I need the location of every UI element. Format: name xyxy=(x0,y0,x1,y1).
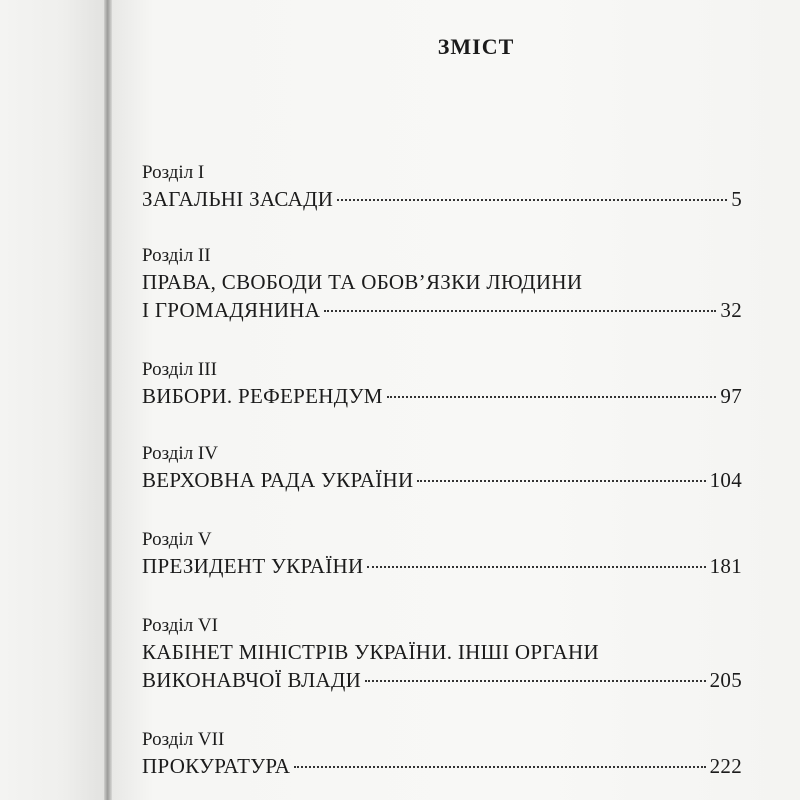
section-title-continued: ВИКОНАВЧОЇ ВЛАДИ xyxy=(142,668,362,692)
dot-leader xyxy=(387,396,717,398)
section-title-continued: І ГРОМАДЯНИНА xyxy=(142,298,321,322)
section-title: ПРОКУРАТУРА xyxy=(142,754,291,778)
section-label: Розділ V xyxy=(142,529,212,550)
section-title: ВИБОРИ. РЕФЕРЕНДУМ xyxy=(142,384,383,408)
toc-entry-line[interactable] xyxy=(142,185,742,213)
section-title: КАБІНЕТ МІНІСТРІВ УКРАЇНИ. ІНШІ ОРГАНИ xyxy=(142,640,599,664)
dot-leader xyxy=(337,199,727,201)
page-number: 205 xyxy=(709,668,742,692)
left-page-margin xyxy=(0,0,104,800)
page-number: 222 xyxy=(709,754,742,778)
toc-entry-line[interactable] xyxy=(142,466,742,494)
section-label: Розділ VI xyxy=(142,615,218,636)
toc-entry-line[interactable] xyxy=(142,382,742,410)
toc-section xyxy=(142,442,742,494)
dot-leader xyxy=(367,566,705,568)
toc-entry-line xyxy=(142,268,742,296)
page-number: 104 xyxy=(709,468,742,492)
section-label: Розділ II xyxy=(142,245,211,266)
dot-leader xyxy=(365,680,706,682)
section-label: Розділ III xyxy=(142,359,217,380)
toc-entry-line[interactable] xyxy=(142,296,742,324)
toc-entry-line[interactable] xyxy=(142,666,742,694)
toc-section xyxy=(142,528,742,580)
dot-leader xyxy=(324,310,716,312)
dot-leader xyxy=(294,766,705,768)
toc-section xyxy=(142,728,742,780)
page-number: 5 xyxy=(731,187,742,211)
page-title: ЗМІСТ xyxy=(437,34,515,59)
section-title: ЗАГАЛЬНІ ЗАСАДИ xyxy=(142,187,334,211)
toc-section xyxy=(142,358,742,410)
toc-entry-line xyxy=(142,638,742,666)
section-title: ПРАВА, СВОБОДИ ТА ОБОВ’ЯЗКИ ЛЮДИНИ xyxy=(142,270,583,294)
toc-section xyxy=(142,614,742,694)
section-title: ПРЕЗИДЕНТ УКРАЇНИ xyxy=(142,554,364,578)
book-spine xyxy=(104,0,112,800)
section-title: ВЕРХОВНА РАДА УКРАЇНИ xyxy=(142,468,414,492)
toc-section xyxy=(142,244,742,324)
dot-leader xyxy=(417,480,705,482)
toc-entry-line[interactable] xyxy=(142,552,742,580)
page-number: 181 xyxy=(709,554,742,578)
toc-page xyxy=(112,0,800,800)
toc-section xyxy=(142,161,742,213)
section-label: Розділ VII xyxy=(142,729,225,750)
section-label: Розділ I xyxy=(142,162,205,183)
toc-entry-line[interactable] xyxy=(142,752,742,780)
page-number: 32 xyxy=(720,298,742,322)
section-label: Розділ IV xyxy=(142,443,218,464)
page-number: 97 xyxy=(720,384,742,408)
